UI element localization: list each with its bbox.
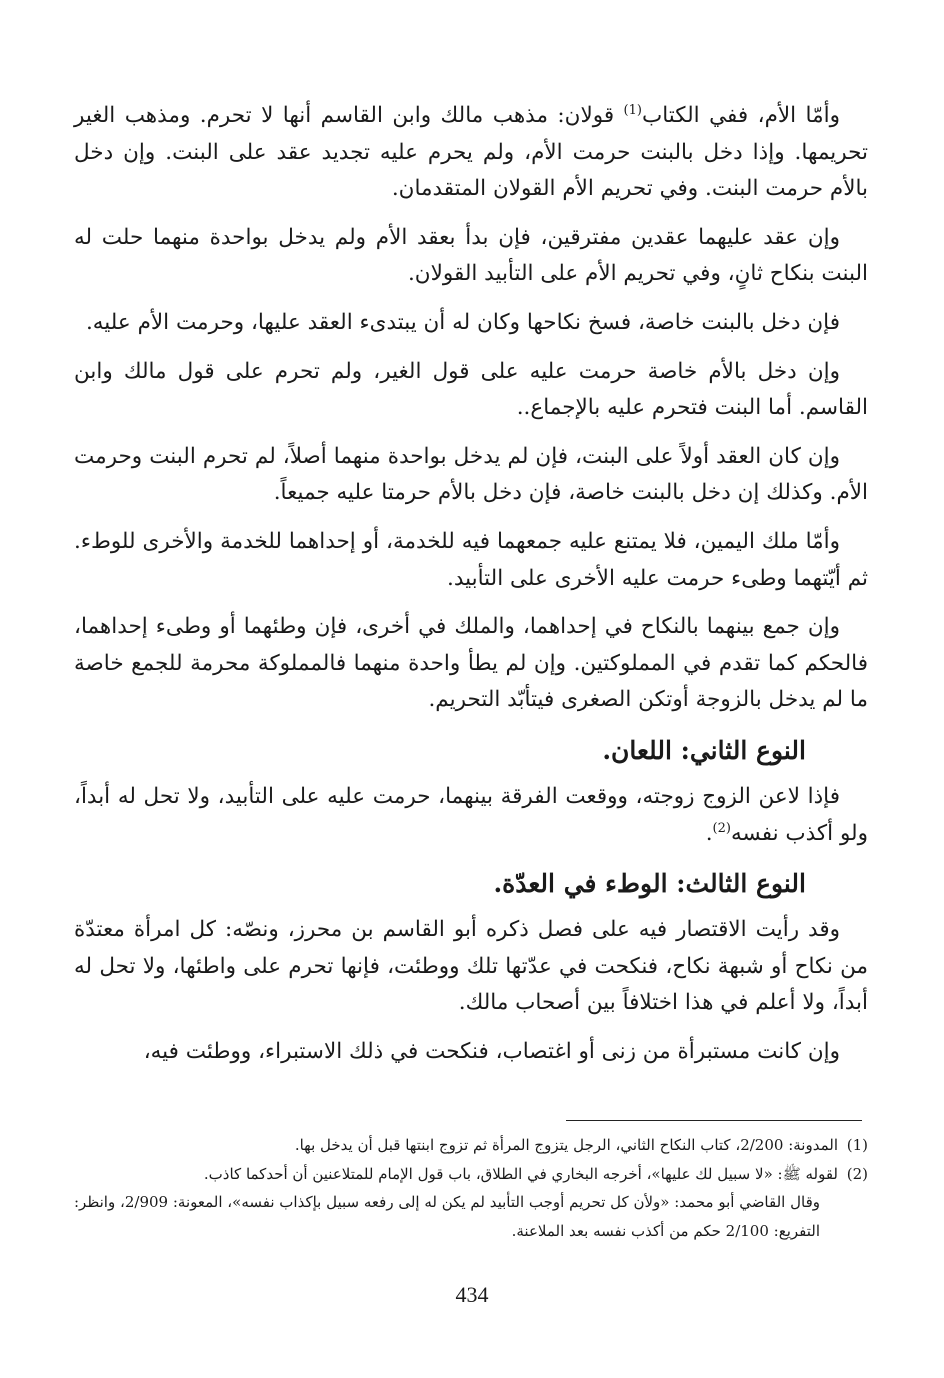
- footnote: [74, 1131, 868, 1160]
- footnote-ref: (1): [623, 102, 642, 118]
- paragraph: وإن دخل بالأم خاصة حرمت عليه على قول الغير، ولم تحرم على قول مالك وابن القاسم. أما البنت فتحرم عليه بالإجماع..: [74, 358, 868, 421]
- paragraph: وإن كانت مستبرأة من زنى أو اغتصاب، فنكحت في ذلك الاستبراء، ووطئت فيه،: [143, 1038, 840, 1064]
- paragraph: فإن دخل بالبنت خاصة، فسخ نكاحها وكان له أن يبتدىء العقد عليها، وحرمت الأم عليه.: [85, 309, 840, 335]
- footnotes: [74, 1131, 868, 1245]
- footnote-divider: [566, 1120, 862, 1121]
- footnote-text: لقوله ﷺ: «لا سبيل لك عليها»، أخرجه البخاري في الطلاق، باب قول الإمام للمتلاعنين أن أحدكما كاذب.: [203, 1164, 838, 1183]
- paragraph: وإن جمع بينهما بالنكاح في إحداهما، والملك في أخرى، فإن وطئهما أو وطىء إحداهما، فالحكم كما تقدم في المملوكتين. وإن لم يطأ واحدة منهما فالمملوكة محرمة للجمع خاصة ما لم يدخل بالزوجة أوتكن الصغرى فيتأبّد التحريم.: [74, 614, 868, 713]
- paragraph: وقد رأيت الاقتصار فيه على فصل ذكره أبو القاسم بن محرز، ونصّه: كل امرأة معتدّة من نكاح أو شبهة نكاح، فنكحت في عدّتها تلك ووطئت، فإنها تحرم على واطئها، ولا تحل له أبداً، ولا أعلم في هذا اختلافاً بين أصحاب مالك.: [74, 917, 868, 1016]
- main-text: [74, 98, 868, 1082]
- footnote-ref: (2): [712, 820, 731, 836]
- paragraph: وإن عقد عليهما عقدين مفترقين، فإن بدأ بعقد الأم ولم يدخل بواحدة منهما حلت له البنت بنكاح ثانٍ، وفي تحريم الأم على التأبيد القولان.: [74, 224, 868, 287]
- section-heading: النوع الثاني: اللعان.: [602, 735, 806, 765]
- page-number: 434: [455, 1282, 489, 1307]
- paragraph-text: وأمّا الأم، ففي الكتاب: [641, 103, 840, 128]
- footnote: [74, 1160, 868, 1189]
- paragraph-text: فإذا لاعن الزوج زوجته، ووقعت الفرقة بينهما، حرمت عليه على التأبيد، ولا تحل له أبداً، ولو أكذب نفسه: [74, 783, 868, 846]
- footnote-number: (2): [846, 1164, 868, 1183]
- paragraph-text: .: [705, 820, 713, 846]
- paragraph: [74, 98, 868, 208]
- footnote-continuation: وقال القاضي أبو محمد: «ولأن كل تحريم أوجب التأبيد لم يكن له إلى رفعه سبيل بإكذاب نفسه»، المعونة: 2/909، وانظر: التفريع: 2/100 حكم من أكذب نفسه بعد الملاعنة.: [74, 1193, 820, 1240]
- section-heading: النوع الثالث: الوطء في العدّة.: [493, 869, 806, 899]
- paragraph: وإن كان العقد أولاً على البنت، فإن لم يدخل بواحدة منهما أصلاً، لم تحرم البنت وحرمت الأم. وكذلك إن دخل بالبنت خاصة، فإن دخل بالأم حرمتا عليه جميعاً.: [74, 443, 868, 506]
- footnote-number: (1): [846, 1136, 868, 1154]
- paragraph: [74, 779, 868, 852]
- paragraph: وأمّا ملك اليمين، فلا يمتنع عليه جمعهما فيه للخدمة، أو إحداهما للخدمة والأخرى للوطء. ثم أيّتهما وطىء حرمت عليه الأخرى على التأبيد.: [74, 528, 868, 591]
- paragraph-text: قولان: مذهب مالك وابن القاسم أنها لا تحرم. ومذهب الغير تحريمها. وإذا دخل بالبنت حرمت الأم، ولم يحرم عليه تجديد عقد على البنت. وإن دخل بالأم حرمت البنت. وفي تحريم الأم القولان المتقدمان.: [74, 103, 868, 202]
- footnote-text: المدونة: 2/200، كتاب النكاح الثاني، الرجل يتزوج المرأة ثم تزوج ابنتها قبل أن يدخل بها.: [294, 1136, 838, 1154]
